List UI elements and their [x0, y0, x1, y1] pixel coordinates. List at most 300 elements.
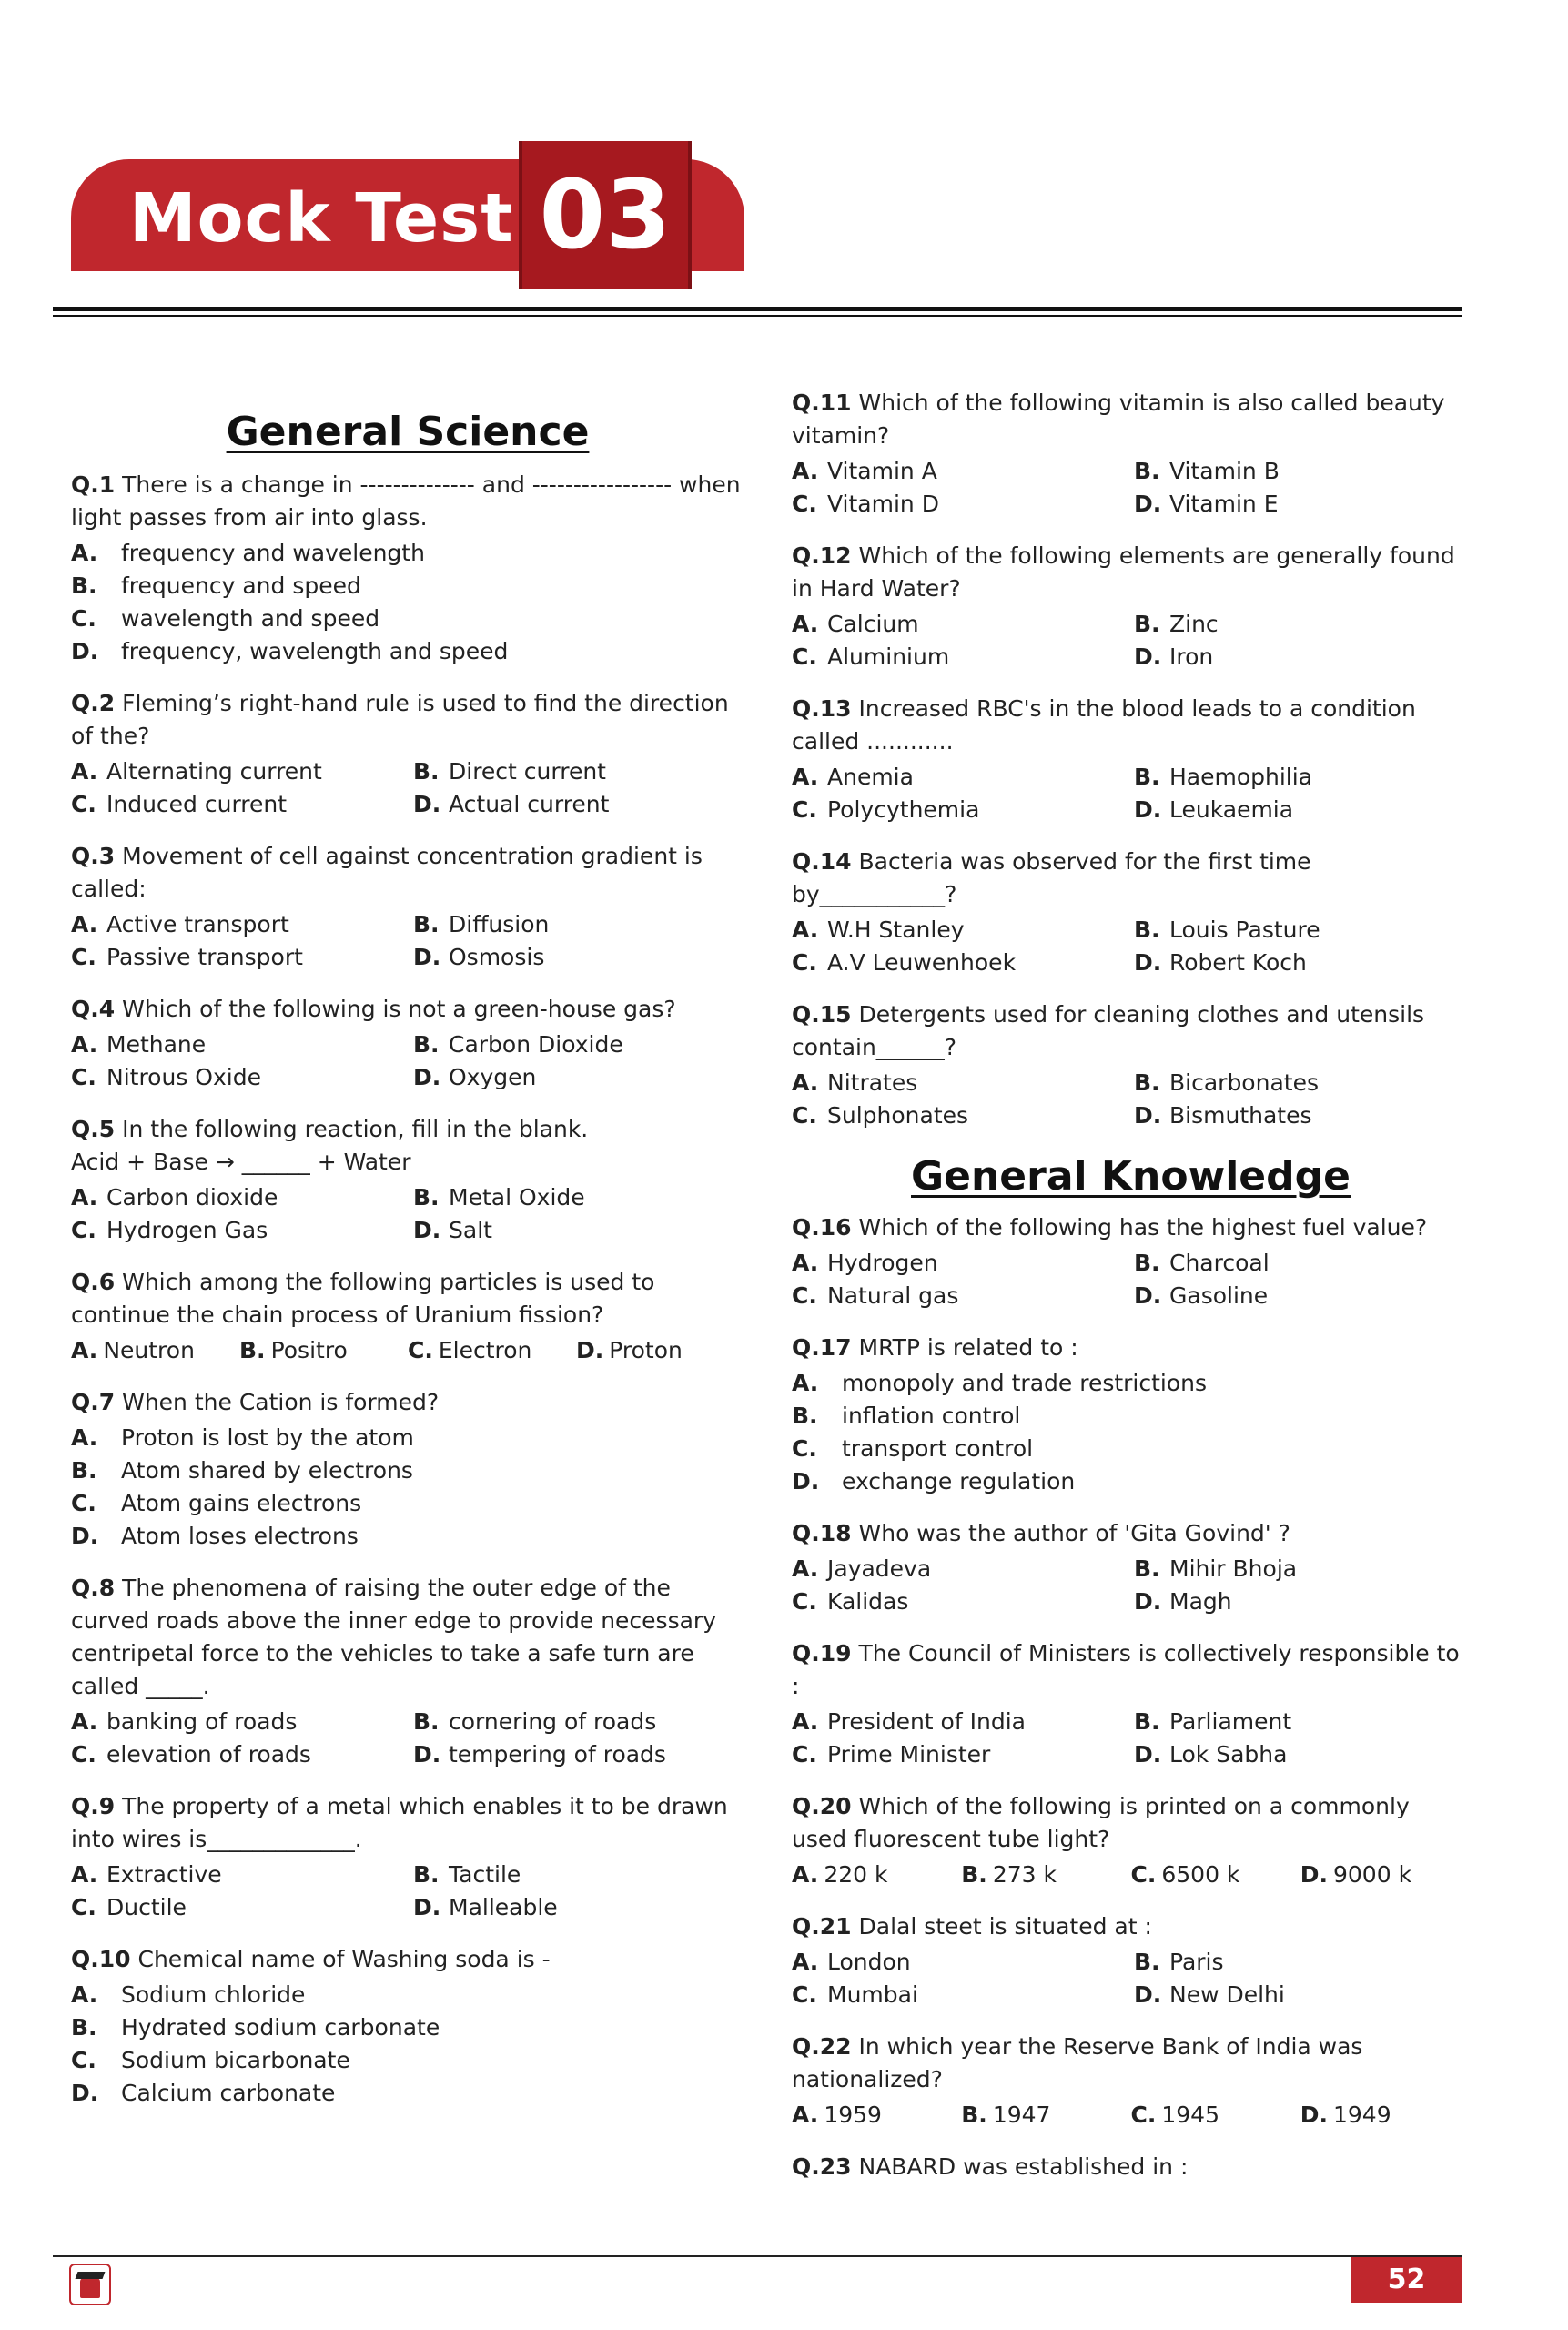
option-text: frequency, wavelength and speed	[121, 638, 509, 664]
option-letter: A.	[71, 1981, 98, 2008]
answer-option	[71, 1028, 413, 1061]
option-text: 1945	[1161, 2102, 1219, 2128]
option-letter: B.	[792, 1403, 818, 1429]
answer-option	[71, 1738, 413, 1771]
section-title-science: General Science	[226, 409, 590, 455]
options-list	[71, 1028, 744, 1094]
option-text: Prime Minister	[827, 1741, 991, 1768]
answer-option	[71, 908, 413, 941]
option-letter: A.	[71, 1424, 98, 1451]
question-text: Fleming’s right-hand rule is used to find the direction of the?	[71, 690, 729, 749]
question	[792, 846, 1470, 979]
question	[792, 1517, 1470, 1618]
answer-option	[792, 1465, 1470, 1498]
answer-option	[71, 1214, 413, 1247]
option-text: cornering of roads	[449, 1708, 657, 1735]
question-number: Q.7	[71, 1389, 116, 1415]
answer-option	[792, 1738, 1134, 1771]
question-stem	[792, 693, 1470, 758]
option-letter: A.	[71, 758, 98, 785]
option-text: elevation of roads	[106, 1741, 311, 1768]
answer-option	[71, 1706, 413, 1738]
publisher-logo-icon	[69, 2264, 111, 2305]
option-letter: C.	[792, 1435, 817, 1462]
option-letter: A.	[792, 1555, 819, 1582]
question-stem	[71, 1266, 744, 1332]
question-number: Q.17	[792, 1334, 852, 1361]
option-text: 1947	[992, 2102, 1051, 2128]
answer-option	[413, 1859, 744, 1891]
answer-option	[961, 1859, 1130, 1891]
answer-option	[71, 1487, 744, 1520]
answer-option	[71, 1061, 413, 1094]
question-number: Q.10	[71, 1946, 131, 1972]
answer-option	[413, 908, 744, 941]
answer-option	[792, 488, 1134, 521]
options-list	[792, 1946, 1470, 2011]
answer-option	[1134, 1280, 1470, 1312]
question-stem	[71, 687, 744, 753]
option-letter: C.	[792, 491, 817, 517]
option-text: Calcium	[827, 611, 919, 637]
question-text: Movement of cell against concentration gradient is called:	[71, 843, 703, 902]
option-text: Metal Oxide	[449, 1184, 585, 1211]
question-text: MRTP is related to :	[858, 1334, 1078, 1361]
answer-option	[239, 1334, 408, 1367]
answer-option	[1134, 761, 1470, 794]
question-stem	[71, 840, 744, 906]
option-letter: A.	[71, 540, 98, 566]
option-letter: A.	[792, 764, 819, 790]
answer-option	[1134, 1099, 1470, 1132]
option-letter: D.	[1300, 1861, 1328, 1888]
question-number: Q.9	[71, 1793, 116, 1819]
option-text: Louis Pasture	[1169, 917, 1320, 943]
option-text: 220 k	[824, 1861, 888, 1888]
question-number: Q.6	[71, 1269, 116, 1295]
option-letter: D.	[71, 1523, 99, 1549]
question-stem	[792, 1517, 1470, 1550]
answer-option	[792, 2099, 961, 2132]
question-number: Q.8	[71, 1575, 116, 1601]
answer-option	[1134, 608, 1470, 641]
answer-option	[71, 1859, 413, 1891]
option-letter: C.	[792, 1282, 817, 1309]
option-text: Positro	[270, 1337, 348, 1363]
option-text: Aluminium	[827, 643, 950, 670]
option-letter: B.	[1134, 764, 1160, 790]
option-text: Vitamin A	[827, 458, 937, 484]
option-text: Calcium carbonate	[121, 2080, 336, 2106]
option-text: Ductile	[106, 1894, 187, 1920]
option-text: Carbon dioxide	[106, 1184, 278, 1211]
question-number: Q.18	[792, 1520, 852, 1546]
option-text: Nitrous Oxide	[106, 1064, 261, 1090]
option-text: Sodium bicarbonate	[121, 2047, 350, 2073]
option-text: Oxygen	[449, 1064, 537, 1090]
answer-option	[792, 1400, 1470, 1433]
question-stem	[792, 2151, 1470, 2183]
question-stem	[71, 1943, 744, 1976]
option-text: Carbon Dioxide	[449, 1031, 623, 1058]
question-text: Detergents used for cleaning clothes and utensils contain______?	[792, 1001, 1425, 1060]
question-number: Q.23	[792, 2153, 852, 2180]
question	[792, 1790, 1470, 1891]
option-text: transport control	[842, 1435, 1034, 1462]
answer-option	[71, 603, 744, 635]
answer-option	[1134, 455, 1470, 488]
question	[792, 1332, 1470, 1498]
answer-option	[1134, 1585, 1470, 1618]
option-letter: A.	[71, 911, 98, 937]
option-letter: C.	[71, 605, 96, 632]
option-letter: D.	[413, 1217, 441, 1243]
question-text: Chemical name of Washing soda is -	[137, 1946, 551, 1972]
section-title-gk: General Knowledge	[911, 1153, 1351, 1200]
option-letter: D.	[413, 1741, 441, 1768]
answer-option	[792, 761, 1134, 794]
option-letter: D.	[413, 1064, 441, 1090]
option-letter: D.	[1134, 1981, 1162, 2008]
option-text: Malleable	[449, 1894, 558, 1920]
answer-option	[792, 947, 1134, 979]
question-stem	[792, 540, 1470, 605]
question-stem	[792, 998, 1470, 1064]
option-text: New Delhi	[1169, 1981, 1285, 2008]
option-text: President of India	[827, 1708, 1026, 1735]
option-letter: A.	[71, 1861, 98, 1888]
option-text: tempering of roads	[449, 1741, 666, 1768]
option-letter: B.	[71, 572, 97, 599]
answer-option	[792, 1706, 1134, 1738]
option-letter: B.	[413, 1708, 440, 1735]
option-letter: C.	[792, 1588, 817, 1615]
option-letter: A.	[792, 611, 819, 637]
answer-option	[71, 2011, 744, 2044]
options-list	[792, 1553, 1470, 1618]
option-letter: B.	[1134, 1708, 1160, 1735]
answer-option	[71, 1334, 239, 1367]
question-text: The property of a metal which enables it to be drawn into wires is_____________.	[71, 1793, 728, 1852]
option-letter: B.	[961, 1861, 987, 1888]
option-text: Kalidas	[827, 1588, 909, 1615]
option-text: frequency and speed	[121, 572, 361, 599]
question	[792, 2031, 1470, 2132]
option-text: Magh	[1169, 1588, 1232, 1615]
option-letter: A.	[792, 1370, 819, 1396]
options-list	[792, 1367, 1470, 1498]
answer-option	[1131, 1859, 1300, 1891]
answer-option	[71, 570, 744, 603]
answer-option	[792, 1280, 1134, 1312]
options-list	[71, 755, 744, 821]
option-letter: B.	[413, 1184, 440, 1211]
question-number: Q.3	[71, 843, 116, 869]
question-number: Q.16	[792, 1214, 852, 1241]
answer-option	[1300, 1859, 1470, 1891]
header-divider	[53, 307, 1462, 311]
option-text: Osmosis	[449, 944, 545, 970]
options-list	[71, 537, 744, 668]
answer-option	[71, 1422, 744, 1454]
option-letter: C.	[71, 1490, 96, 1516]
answer-option	[1134, 488, 1470, 521]
option-letter: C.	[71, 2047, 96, 2073]
option-text: Parliament	[1169, 1708, 1292, 1735]
option-letter: C.	[792, 1741, 817, 1768]
option-text: inflation control	[842, 1403, 1021, 1429]
answer-option	[71, 2044, 744, 2077]
options-list	[792, 1067, 1470, 1132]
option-letter: D.	[1134, 643, 1162, 670]
option-text: 6500 k	[1161, 1861, 1240, 1888]
right-column	[792, 387, 1470, 2203]
question-stem	[71, 1790, 744, 1856]
question-stem	[792, 387, 1470, 452]
option-letter: B.	[1134, 1069, 1160, 1096]
option-text: Vitamin B	[1169, 458, 1280, 484]
question	[792, 1637, 1470, 1771]
question	[71, 993, 744, 1094]
question	[71, 1790, 744, 1924]
answer-option	[71, 1520, 744, 1553]
option-text: Alternating current	[106, 758, 322, 785]
answer-option	[792, 1247, 1134, 1280]
page-title: Mock Test	[129, 179, 514, 258]
answer-option	[792, 455, 1134, 488]
question-text: In which year the Reserve Bank of India was nationalized?	[792, 2033, 1363, 2092]
page-number: 52	[1351, 2257, 1462, 2303]
options-list	[792, 914, 1470, 979]
question	[71, 1266, 744, 1367]
option-text: monopoly and trade restrictions	[842, 1370, 1208, 1396]
answer-option	[961, 2099, 1130, 2132]
option-letter: C.	[408, 1337, 433, 1363]
answer-option	[413, 755, 744, 788]
question-text: Which of the following elements are generally found in Hard Water?	[792, 542, 1455, 602]
question-stem	[792, 1332, 1470, 1364]
question	[71, 1572, 744, 1771]
answer-option	[1300, 2099, 1470, 2132]
answer-option	[413, 1706, 744, 1738]
question	[792, 540, 1470, 674]
option-text: W.H Stanley	[827, 917, 965, 943]
options-list	[71, 1706, 744, 1771]
answer-option	[413, 1738, 744, 1771]
question-number: Q.20	[792, 1793, 852, 1819]
answer-option	[1134, 1247, 1470, 1280]
option-letter: D.	[1134, 1282, 1162, 1309]
question-text: Which of the following is not a green-house gas?	[122, 996, 676, 1022]
option-letter: D.	[71, 2080, 99, 2106]
question-text: The phenomena of raising the outer edge of the curved roads above the inner edge to provide necessary centripetal force to the vehicles to take a safe turn are called _____.	[71, 1575, 716, 1699]
answer-option	[1134, 914, 1470, 947]
left-column	[71, 387, 744, 2129]
option-text: Mumbai	[827, 1981, 918, 2008]
option-letter: A.	[71, 1708, 98, 1735]
answer-option	[1131, 2099, 1300, 2132]
question-number: Q.15	[792, 1001, 852, 1028]
question-number: Q.4	[71, 996, 116, 1022]
question	[71, 840, 744, 974]
question	[792, 387, 1470, 521]
option-letter: D.	[71, 638, 99, 664]
option-text: Proton	[609, 1337, 683, 1363]
option-text: Jayadeva	[827, 1555, 932, 1582]
option-letter: D.	[1134, 949, 1162, 976]
answer-option	[71, 1454, 744, 1487]
option-letter: C.	[792, 949, 817, 976]
question-stem	[792, 1790, 1470, 1856]
option-text: Paris	[1169, 1949, 1224, 1975]
option-text: Proton is lost by the atom	[121, 1424, 414, 1451]
option-letter: A.	[71, 1184, 98, 1211]
option-letter: B.	[413, 1031, 440, 1058]
option-letter: D.	[1300, 2102, 1328, 2128]
question-text: Which of the following vitamin is also called beauty vitamin?	[792, 390, 1445, 449]
option-text: Salt	[449, 1217, 492, 1243]
option-letter: A.	[792, 917, 819, 943]
question-text: Which of the following is printed on a commonly used fluorescent tube light?	[792, 1793, 1410, 1852]
answer-option	[1134, 794, 1470, 826]
question-text: When the Cation is formed?	[122, 1389, 440, 1415]
option-letter: B.	[1134, 917, 1160, 943]
option-text: Actual current	[449, 791, 610, 817]
answer-option	[1134, 1979, 1470, 2011]
answer-option	[71, 788, 413, 821]
question-text: There is a change in -------------- and ----------------- when light passes from air into glass.	[71, 471, 741, 531]
option-text: 9000 k	[1333, 1861, 1412, 1888]
answer-option	[792, 1946, 1134, 1979]
question-stem	[71, 1113, 744, 1146]
answer-option	[413, 788, 744, 821]
option-letter: A.	[792, 1069, 819, 1096]
option-letter: B.	[413, 911, 440, 937]
option-text: Hydrogen Gas	[106, 1217, 268, 1243]
option-letter: A.	[71, 1337, 98, 1363]
option-text: 1949	[1333, 2102, 1391, 2128]
option-letter: B.	[1134, 611, 1160, 637]
option-letter: C.	[71, 1064, 96, 1090]
question-text: In the following reaction, fill in the blank.	[122, 1116, 589, 1142]
question-stem	[792, 846, 1470, 911]
question-text: Who was the author of 'Gita Govind' ?	[858, 1520, 1290, 1546]
answer-option	[71, 635, 744, 668]
option-letter: C.	[71, 791, 96, 817]
option-text: Natural gas	[827, 1282, 959, 1309]
question	[71, 469, 744, 668]
option-text: Atom shared by electrons	[121, 1457, 413, 1484]
option-text: Sulphonates	[827, 1102, 969, 1129]
option-letter: C.	[1130, 2102, 1157, 2128]
options-list	[71, 1979, 744, 2110]
options-list	[792, 761, 1470, 826]
option-letter: D.	[413, 944, 441, 970]
option-letter: A.	[792, 2102, 819, 2128]
option-letter: C.	[792, 1102, 817, 1129]
option-letter: B.	[71, 1457, 97, 1484]
option-text: Anemia	[827, 764, 914, 790]
option-text: Haemophilia	[1169, 764, 1313, 790]
answer-option	[792, 1099, 1134, 1132]
answer-option	[792, 1585, 1134, 1618]
question-equation: Acid + Base → ______ + Water	[71, 1149, 411, 1175]
option-letter: D.	[792, 1468, 820, 1494]
options-list	[792, 2099, 1470, 2132]
footer-divider	[53, 2255, 1462, 2257]
question-number: Q.5	[71, 1116, 116, 1142]
option-text: Nitrates	[827, 1069, 918, 1096]
option-letter: C.	[71, 1741, 96, 1768]
option-letter: A.	[792, 1250, 819, 1276]
option-text: 273 k	[992, 1861, 1057, 1888]
answer-option	[792, 1067, 1134, 1099]
option-text: Robert Koch	[1169, 949, 1307, 976]
question-number: Q.12	[792, 542, 852, 569]
options-list	[792, 608, 1470, 674]
option-letter: B.	[413, 1861, 440, 1888]
answer-option	[792, 1979, 1134, 2011]
option-text: Sodium chloride	[121, 1981, 306, 2008]
option-letter: C.	[792, 1981, 817, 2008]
question-text: Bacteria was observed for the first time by___________?	[792, 848, 1311, 907]
question-text: Increased RBC's in the blood leads to a condition called ............	[792, 695, 1416, 755]
test-number-badge: 03	[522, 141, 688, 289]
answer-option	[1134, 1738, 1470, 1771]
option-letter: C.	[71, 1217, 96, 1243]
option-letter: A.	[71, 1031, 98, 1058]
answer-option	[1134, 1946, 1470, 1979]
answer-option	[792, 1367, 1470, 1400]
options-list	[71, 908, 744, 974]
option-letter: A.	[792, 1708, 819, 1735]
option-letter: D.	[1134, 1588, 1162, 1615]
answer-option	[71, 537, 744, 570]
question	[792, 2151, 1470, 2183]
option-text: 1959	[824, 2102, 882, 2128]
answer-option	[71, 1979, 744, 2011]
question-text: The Council of Ministers is collectively responsible to :	[792, 1640, 1460, 1699]
option-letter: D.	[1134, 1102, 1162, 1129]
answer-option	[413, 1181, 744, 1214]
answer-option	[413, 1028, 744, 1061]
answer-option	[792, 1859, 961, 1891]
question-number: Q.19	[792, 1640, 852, 1666]
question-text: Which of the following has the highest fuel value?	[858, 1214, 1428, 1241]
question	[71, 1113, 744, 1247]
question-number: Q.22	[792, 2033, 852, 2060]
question-stem	[71, 469, 744, 534]
option-letter: B.	[413, 758, 440, 785]
option-letter: C.	[1130, 1861, 1157, 1888]
option-text: Vitamin D	[827, 491, 939, 517]
option-letter: B.	[71, 2014, 97, 2041]
answer-option	[413, 1061, 744, 1094]
question	[71, 1943, 744, 2110]
question	[792, 1211, 1470, 1312]
option-letter: D.	[576, 1337, 604, 1363]
answer-option	[792, 1433, 1470, 1465]
option-text: Extractive	[106, 1861, 222, 1888]
question	[792, 998, 1470, 1132]
question-number: Q.21	[792, 1913, 852, 1940]
question	[792, 1910, 1470, 2011]
question-text: Dalal steet is situated at :	[858, 1913, 1152, 1940]
option-text: A.V Leuwenhoek	[827, 949, 1017, 976]
answer-option	[71, 1891, 413, 1924]
option-text: frequency and wavelength	[121, 540, 425, 566]
option-text: Induced current	[106, 791, 288, 817]
